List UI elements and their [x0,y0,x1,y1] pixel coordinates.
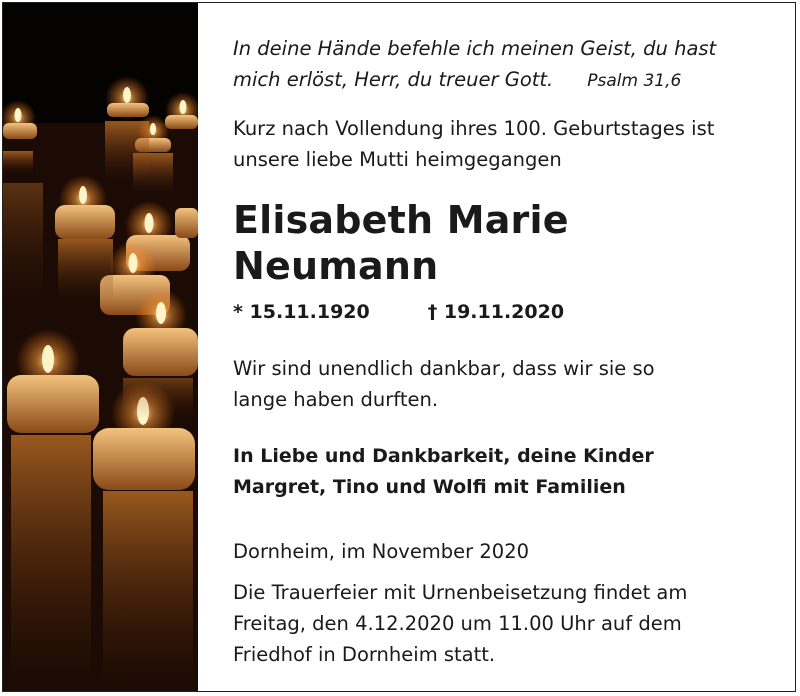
thanks-text [233,353,773,415]
obituary-notice [2,2,796,692]
psalm-line-1: In deine Hände befehle ich meinen Geist, du hast [233,37,717,60]
family-line-1: In Liebe und Dankbarkeit, deine Kinder [233,445,654,467]
deceased-name: Elisabeth Marie Neumann [233,198,569,288]
birth-date: * 15.11.1920 [233,301,370,323]
funeral-info [233,577,773,670]
death-date: † 19.11.2020 [427,301,565,323]
funeral-line-3: Friedhof in Dornheim statt. [233,643,496,666]
obituary-text [233,33,773,670]
funeral-line-1: Die Trauerfeier mit Urnenbeisetzung findet am [233,581,688,604]
intro-text [233,113,773,175]
thanks-line-1: Wir sind unendlich dankbar, dass wir sie so [233,357,655,380]
candles-photo [3,3,198,691]
intro-line-2: unsere liebe Mutti heimgegangen [233,148,562,171]
family-line-2: Margret, Tino und Wolfi mit Familien [233,476,626,498]
place-date: Dornheim, im November 2020 [233,540,530,563]
intro-line-1: Kurz nach Vollendung ihres 100. Geburtstages ist [233,117,715,140]
thanks-line-2: lange haben durften. [233,388,439,411]
psalm-line-2: mich erlöst, Herr, du treuer Gott. [233,68,554,91]
funeral-line-2: Freitag, den 4.12.2020 um 11.00 Uhr auf dem [233,612,682,635]
psalm-reference: Psalm 31,6 [587,71,682,91]
life-dates [233,297,773,327]
family-signature [233,441,773,503]
psalm-quote [233,33,773,97]
